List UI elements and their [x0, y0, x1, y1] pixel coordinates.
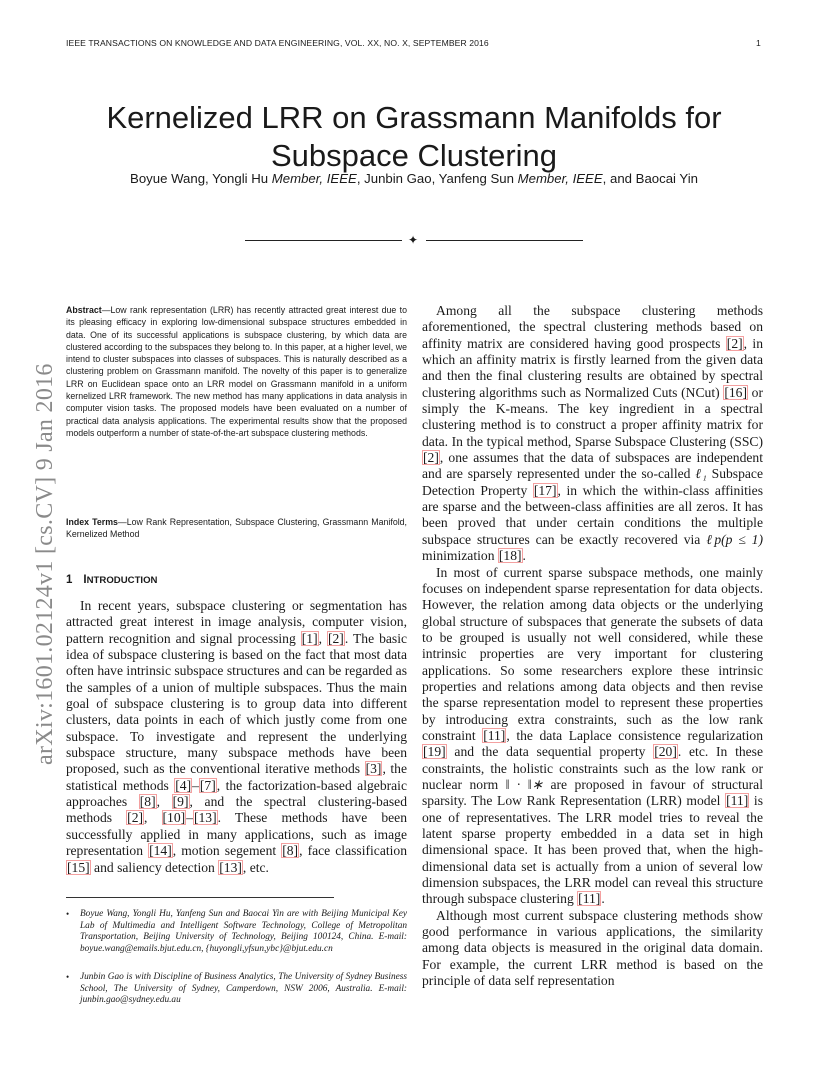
text-run: , and the spectral clustering-based methods: [66, 794, 407, 826]
page-number: 1: [756, 38, 761, 48]
text-run: ,: [318, 630, 327, 646]
text-run: .: [522, 548, 526, 564]
citation-link[interactable]: [14]: [149, 843, 172, 859]
text-run: , the factorization-based algebraic approaches: [66, 777, 407, 810]
separator-line: [426, 240, 583, 241]
author-text: , and Baocai Yin: [602, 171, 698, 186]
citation-link[interactable]: [2]: [423, 450, 439, 466]
text-run: . These methods have been successfully applied in many applications, such as image representation: [66, 810, 408, 859]
title-separator: [245, 233, 583, 247]
author-text: , Junbin Gao, Yanfeng Sun: [356, 171, 518, 186]
citation-link[interactable]: [20]: [654, 744, 677, 760]
footnote-text: Boyue Wang, Yongli Hu, Yanfeng Sun and Baocai Yin are with Beijing Municipal Key Lab of Multimedia and Intelligent Software Technology, College of Metropolitan Transportation, Beijing University of Technology, Beijing 100124, China. E-mail: boyue.wang@emails.bjut.edu.cn, {huyongli,yfsun,ybc}@bjut.edu.cn: [80, 909, 407, 954]
citation-link[interactable]: [13]: [193, 810, 217, 826]
bullet-icon: •: [66, 972, 70, 982]
citation-link[interactable]: [2]: [327, 630, 344, 646]
text-run: is one of representatives. The LRR model tries to reveal the latent sparse property embedded in a data set in high dimensional space. It has been proved that, when the high-dimensional data set is actually from a union of several low dimension subspaces, the LRR model can reveal this structure through subspace clustering: [422, 793, 763, 907]
text-run: , the data Laplace consistence regularization: [506, 727, 763, 743]
text-run: , in which an affinity matrix is firstly learned from the given data and then the final clustering results are obtained by spectral clustering algorithms such as Normalized Cuts (NCut): [422, 335, 763, 400]
citation-link[interactable]: [17]: [533, 482, 557, 498]
text-run: and saliency detection: [90, 859, 219, 875]
right-column-body: [422, 303, 763, 989]
section-title-rest: NTRODUCTION: [86, 575, 158, 586]
title-line-2: Subspace Clustering: [270, 137, 558, 173]
author-text: Boyue Wang, Yongli Hu: [130, 171, 272, 186]
separator-line: [245, 240, 402, 241]
abstract-label: Abstract: [66, 305, 102, 315]
text-run: .: [601, 891, 605, 907]
citation-link[interactable]: [8]: [139, 794, 156, 810]
arxiv-stamp-text: arXiv:1601.02124v1 [cs.CV] 9 Jan 2016: [32, 363, 58, 765]
text-run: In most of current sparse subspace methods, one mainly focuses on independent sparse representation for data objects. However, the relation among data objects or the underlying global structure of subspaces that generate the subsets of data to be grouped is usually not well considered, while these intrinsic properties are very important for clustering applications. So some researchers explore these intrinsic properties and relations among data objects and then revise the sparse representation model to represent these properties by introducing extra constraints, such as the low rank constraint: [422, 564, 763, 743]
section-heading: [66, 574, 158, 586]
citation-link[interactable]: [7]: [199, 777, 216, 793]
text-run: or simply the K-means. The key ingredient in a spectral clustering method is to construct a proper affinity matrix for data. In the typical method, Sparse Subspace Clustering (SSC): [422, 384, 763, 449]
citation-link[interactable]: [18]: [498, 548, 522, 564]
footnote-text: Junbin Gao is with Discipline of Business Analytics, The University of Sydney Business School, The University of Sydney, Camperdown, NSW 2006, Australia. E-mail: junbin.gao@sydney.edu.au: [80, 972, 407, 1006]
math-expression: ℓp(p ≤ 1): [706, 531, 763, 547]
running-header: IEEE TRANSACTIONS ON KNOWLEDGE AND DATA ENGINEERING, VOL. XX, NO. X, SEPTEMBER 2016: [66, 38, 489, 48]
text-run: ,: [156, 794, 172, 810]
citation-link[interactable]: [15]: [67, 859, 90, 875]
paragraph: [422, 565, 763, 908]
text-run: Although most current subspace clustering methods show good performance in various applications, the similarity among data objects is measured in the original data domain. For example, the current LRR method is based on the principle of data self representation: [422, 907, 763, 989]
bullet-icon: •: [66, 909, 70, 919]
citation-link[interactable]: [4]: [175, 777, 192, 793]
text-run: and the data sequential property: [446, 744, 654, 760]
citation-link[interactable]: [9]: [172, 794, 189, 810]
text-run: –: [192, 777, 199, 793]
citation-link[interactable]: [11]: [726, 793, 749, 809]
text-run: minimization: [422, 548, 498, 564]
text-run: Among all the subspace clustering methods aforementioned, the spectral clustering methods based on affinity matrix are considered having good prospects: [422, 303, 763, 351]
footnote-rule: [66, 897, 334, 898]
text-run: . The basic idea of subspace clustering is based on the fact that most data often have intrinsic subspace structures and can be regarded as the samples of a union of multiple subspaces. Thus the main goal of subspace clustering is to group data into different clusters, data points in each of which justly come from one subspace. To investigate and represent the underlying subspace structure, many subspace methods have been proposed, such as the conventional iterative methods: [66, 630, 408, 777]
index-terms-label: Index Terms: [66, 517, 118, 527]
text-run: –: [186, 810, 193, 826]
citation-link[interactable]: [2]: [726, 335, 743, 351]
index-terms-text: —Low Rank Representation, Subspace Clustering, Grassmann Manifold, Kernelized Method: [66, 517, 407, 540]
title-line-1: Kernelized LRR on Grassmann Manifolds for: [106, 99, 722, 135]
citation-link[interactable]: [2]: [127, 810, 144, 826]
paragraph: [422, 908, 763, 990]
text-run: In recent years, subspace clustering or segmentation has attracted great interest in image analysis, computer vision, pattern recognition and signal processing: [66, 598, 407, 646]
text-run: , one assumes that the data of subspaces are independent and are sparsely represented under the so-called: [422, 450, 763, 482]
abstract-text: —Low rank representation (LRR) has recently attracted great interest due to its pleasing efficacy in exploring low-dimensional subspace structures embedded in data. One of its successful applications is subspace clustering, by which data are clustered according to the subspaces they belong to. In this paper, at a higher level, we intend to cluster subspaces into classes of subspaces. This is naturally described as a clustering problem on Grassmann manifold. The novelty of this paper is to generalize LRR on Euclidean space onto an LRR model on Grassmann manifold in a uniform kernelized LRR framework. The new method has many applications in data analysis in computer vision tasks. The proposed models have been evaluated on a number of practical data analysis applications. The experimental results show that the proposed models outperform a number of state-of-the-art subspace clustering methods.: [66, 305, 407, 438]
paragraph: [422, 303, 763, 565]
author-membership: Member, IEEE: [517, 171, 603, 186]
text-run: , in which the within-class affinities are sparse and the between-class affinities are all zeros. It has been proved that under certain conditions the multiple subspace structures can be exactly recovered via: [422, 482, 763, 547]
citation-link[interactable]: [10]: [162, 810, 186, 826]
text-run: . etc. In these constraints, the holistic constraints such as the low rank or nuclear norm: [422, 744, 764, 792]
citation-link[interactable]: [1]: [301, 630, 318, 646]
text-run: , the statistical methods: [66, 761, 408, 793]
text-run: , motion segement: [172, 843, 282, 859]
math-expression: ℓ₁: [695, 466, 707, 482]
author-membership: Member, IEEE: [271, 171, 357, 186]
citation-link[interactable]: [13]: [219, 859, 242, 875]
paragraph: [66, 598, 407, 876]
text-run: Subspace Detection Property: [422, 466, 763, 498]
citation-link[interactable]: [19]: [423, 744, 446, 760]
citation-link[interactable]: [8]: [282, 843, 299, 859]
index-terms: [66, 516, 407, 541]
citation-link[interactable]: [3]: [365, 761, 382, 777]
text-run: , face classification: [299, 843, 407, 859]
text-run: , etc.: [242, 859, 269, 875]
citation-link[interactable]: [16]: [724, 384, 747, 400]
paper-title: [0, 99, 828, 175]
left-column-body: [66, 598, 407, 876]
math-expression: ‖ · ‖∗: [505, 776, 544, 792]
text-run: ,: [144, 810, 162, 826]
citation-link[interactable]: [11]: [578, 891, 601, 907]
citation-link[interactable]: [11]: [483, 727, 506, 743]
section-number: 1: [66, 574, 73, 586]
author-list: [0, 171, 828, 186]
footnote: [66, 909, 407, 955]
arxiv-stamp: [20, 295, 58, 765]
footnote: [66, 972, 407, 1007]
section-title-initial: I: [83, 574, 87, 586]
diamond-icon: ✦: [408, 233, 419, 247]
abstract: [66, 304, 407, 439]
text-run: are proposed in favour of structural sparsity. The Low Rank Representation (LRR) model: [422, 776, 763, 809]
